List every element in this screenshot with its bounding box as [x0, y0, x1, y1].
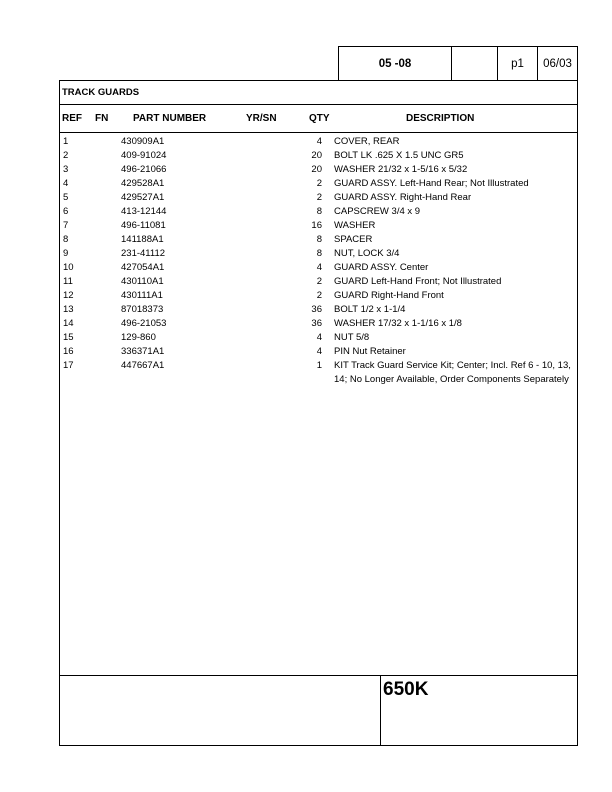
table-row — [60, 303, 577, 317]
description-cell: WASHER 17/32 x 1-1/16 x 1/8 — [334, 318, 462, 329]
table-row — [60, 149, 577, 163]
description-cell: NUT 5/8 — [334, 332, 370, 343]
table-row — [60, 177, 577, 191]
ref-cell: 4 — [63, 178, 69, 189]
qty-cell: 36 — [311, 318, 322, 329]
qty-cell: 2 — [316, 192, 322, 203]
qty-cell: 8 — [316, 234, 322, 245]
table-row — [60, 331, 577, 345]
ref-cell: 12 — [63, 290, 74, 301]
part-number-cell: 496-11081 — [121, 220, 166, 231]
column-header-part-number: PART NUMBER — [133, 113, 207, 124]
qty-cell: 8 — [316, 248, 322, 259]
ref-cell: 15 — [63, 332, 74, 343]
description-cell: GUARD ASSY. Center — [334, 262, 429, 273]
description-cell: GUARD Left-Hand Front; Not Illustrated — [334, 276, 502, 287]
description-cell: CAPSCREW 3/4 x 9 — [334, 206, 421, 217]
table-row — [60, 359, 577, 387]
table-row — [60, 219, 577, 233]
qty-cell: 1 — [316, 360, 322, 371]
description-cell: BOLT 1/2 x 1-1/4 — [334, 304, 406, 315]
ref-cell: 5 — [63, 192, 69, 203]
part-number-cell: 141188A1 — [121, 234, 164, 245]
table-row — [60, 345, 577, 359]
ref-cell: 6 — [63, 206, 69, 217]
footer-vertical-divider — [380, 675, 381, 746]
ref-cell: 14 — [63, 318, 74, 329]
description-cell: GUARD ASSY. Left-Hand Rear; Not Illustrated — [334, 178, 529, 189]
part-number-cell: 430909A1 — [121, 136, 165, 147]
part-number-cell: 231-41112 — [121, 248, 166, 259]
part-number-cell: 429528A1 — [121, 178, 165, 189]
part-number-cell: 413-12144 — [121, 206, 167, 217]
description-cell: NUT, LOCK 3/4 — [334, 248, 400, 259]
column-header-qty: QTY — [309, 113, 330, 124]
ref-cell: 9 — [63, 248, 69, 259]
model-label: 650K — [383, 679, 429, 700]
qty-cell: 4 — [316, 332, 322, 343]
table-row — [60, 317, 577, 331]
parts-list-frame — [59, 80, 578, 746]
qty-cell: 2 — [316, 178, 322, 189]
parts-table-body — [60, 135, 577, 387]
table-row — [60, 289, 577, 303]
part-number-cell: 496-21053 — [121, 318, 167, 329]
header-divider — [60, 132, 577, 133]
part-number-cell: 430111A1 — [121, 290, 163, 301]
table-row — [60, 233, 577, 247]
ref-cell: 1 — [63, 136, 69, 147]
qty-cell: 20 — [311, 164, 322, 175]
description-cell: KIT Track Guard Service Kit; Center; Incl. Ref 6 - 10, 13, 14; No Longer Available, Order Components Separately — [334, 360, 571, 385]
part-number-cell: 427054A1 — [121, 262, 165, 273]
part-number-cell: 336371A1 — [121, 346, 165, 357]
ref-cell: 2 — [63, 150, 69, 161]
description-cell: GUARD ASSY. Right-Hand Rear — [334, 192, 472, 203]
table-row — [60, 261, 577, 275]
table-row — [60, 135, 577, 149]
ref-cell: 17 — [63, 360, 74, 371]
header-blank-cell — [452, 47, 498, 81]
ref-cell: 8 — [63, 234, 69, 245]
description-cell: WASHER — [334, 220, 376, 231]
part-number-cell: 430110A1 — [121, 276, 164, 287]
qty-cell: 2 — [316, 290, 322, 301]
description-cell: GUARD Right-Hand Front — [334, 290, 444, 301]
part-number-cell: 447667A1 — [121, 360, 165, 371]
ref-cell: 16 — [63, 346, 74, 357]
table-row — [60, 191, 577, 205]
qty-cell: 16 — [311, 220, 322, 231]
column-header-yr-sn: YR/SN — [246, 113, 277, 124]
description-cell: SPACER — [334, 234, 373, 245]
column-header-fn: FN — [95, 113, 109, 124]
table-row — [60, 205, 577, 219]
description-cell: COVER, REAR — [334, 136, 400, 147]
qty-cell: 2 — [316, 276, 322, 287]
page-date: 06/03 — [543, 58, 572, 70]
table-row — [60, 163, 577, 177]
ref-cell: 3 — [63, 164, 69, 175]
ref-cell: 10 — [63, 262, 74, 273]
qty-cell: 4 — [316, 262, 322, 273]
description-cell: BOLT LK .625 X 1.5 UNC GR5 — [334, 150, 464, 161]
footer-divider — [60, 675, 577, 676]
description-cell: WASHER 21/32 x 1-5/16 x 5/32 — [334, 164, 468, 175]
title-divider — [60, 104, 577, 105]
part-number-cell: 87018373 — [121, 304, 164, 315]
part-number-cell: 496-21066 — [121, 164, 167, 175]
table-row — [60, 275, 577, 289]
qty-cell: 20 — [311, 150, 322, 161]
qty-cell: 4 — [316, 346, 322, 357]
qty-cell: 8 — [316, 206, 322, 217]
section-title: TRACK GUARDS — [62, 87, 140, 98]
page-header-box — [338, 46, 578, 81]
column-header-ref: REF — [62, 113, 82, 124]
part-number-cell: 129-860 — [121, 332, 156, 343]
page-number: p1 — [498, 47, 538, 81]
part-number-cell: 409-91024 — [121, 150, 167, 161]
ref-cell: 11 — [63, 276, 73, 287]
page-code: 05 -08 — [339, 47, 452, 81]
column-header-description: DESCRIPTION — [406, 113, 475, 124]
ref-cell: 13 — [63, 304, 74, 315]
description-cell: PIN Nut Retainer — [334, 346, 406, 357]
table-row — [60, 247, 577, 261]
qty-cell: 4 — [316, 136, 322, 147]
part-number-cell: 429527A1 — [121, 192, 165, 203]
ref-cell: 7 — [63, 220, 69, 231]
qty-cell: 36 — [311, 304, 322, 315]
